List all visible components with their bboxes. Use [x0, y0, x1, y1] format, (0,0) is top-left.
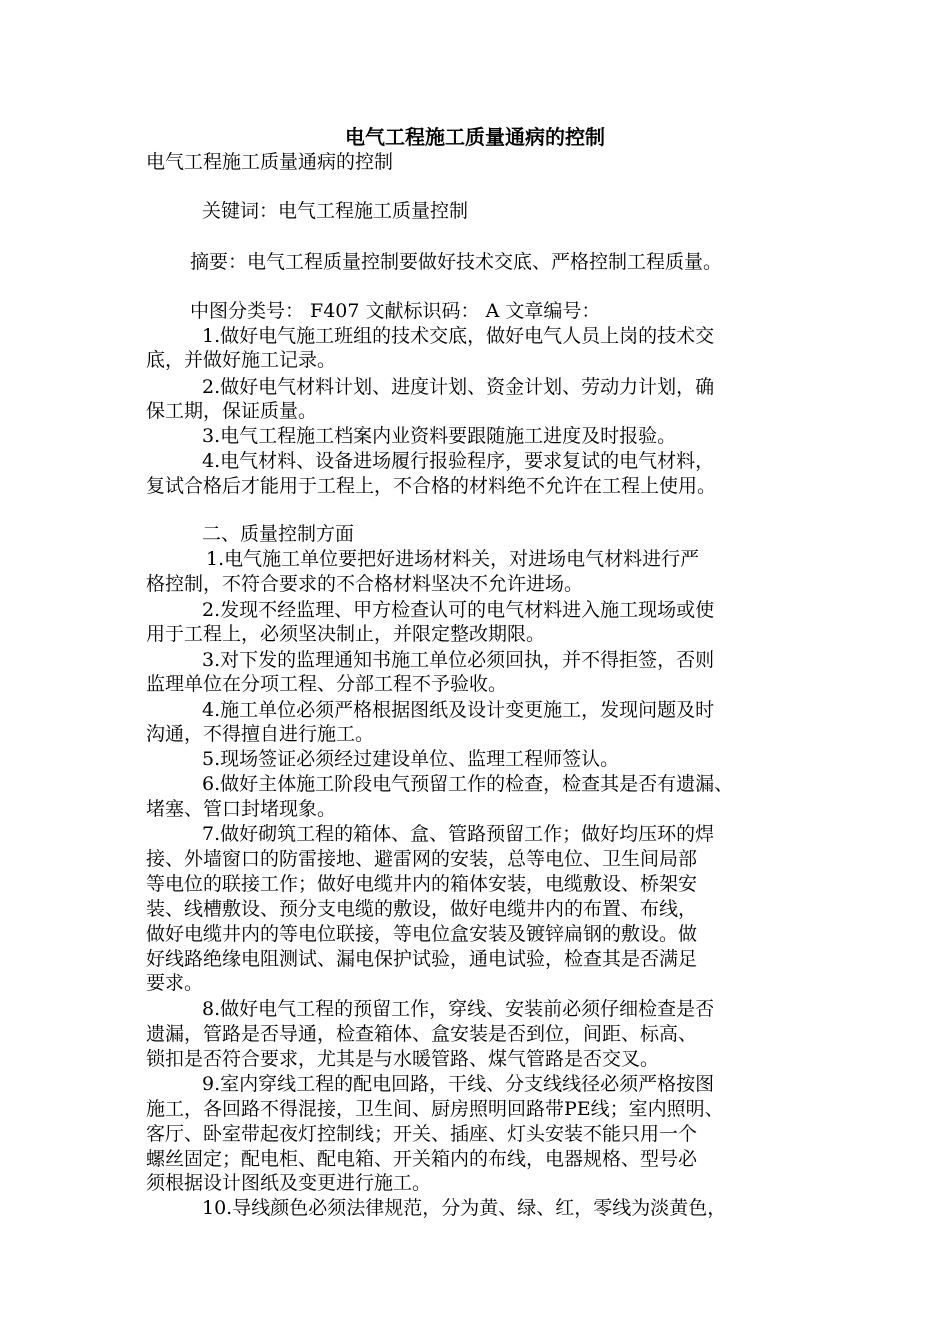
text-line: 沟通，不得擅自进行施工。 — [146, 723, 375, 745]
text-line: 客厅、卧室带起夜灯控制线；开关、插座、灯头安装不能只用一个 — [146, 1123, 698, 1145]
section-heading: 二、质量控制方面 — [202, 523, 355, 545]
text-line: 施工，各回路不得混接，卫生间、厨房照明回路带PE线；室内照明、 — [146, 1098, 724, 1120]
text-line: 螺丝固定；配电柜、配电箱、开关箱内的布线，电器规格、型号必 — [146, 1148, 698, 1170]
document-title: 电气工程施工质量通病的控制 — [345, 125, 605, 149]
text-line: 装、线槽敷设、预分支电缆的敷设，做好电缆井内的布置、布线， — [146, 898, 698, 920]
abstract-line: 摘要：电气工程质量控制要做好技术交底、严格控制工程质量。 — [190, 251, 723, 273]
classification-line: 中图分类号： F407 文献标识码： A 文章编号： — [190, 300, 601, 322]
text-line: 8.做好电气工程的预留工作，穿线、安装前必须仔细检查是否 — [202, 998, 715, 1020]
text-line: 1.电气施工单位要把好进场材料关，对进场电气材料进行严 — [206, 548, 700, 570]
text-line: 5.现场签证必须经过建设单位、监理工程师签认。 — [202, 748, 620, 770]
text-line: 4.电气材料、设备进场履行报验程序，要求复试的电气材料， — [202, 450, 715, 472]
text-line: 复试合格后才能用于工程上，不合格的材料绝不允许在工程上使用。 — [146, 475, 717, 497]
text-line: 9.室内穿线工程的配电回路，干线、分支线线径必须严格按图 — [202, 1073, 715, 1095]
text-line: 7.做好砌筑工程的箱体、盒、管路预留工作；做好均压环的焊 — [202, 823, 715, 845]
text-line: 用于工程上，必须坚决制止，并限定整改期限。 — [146, 623, 546, 645]
text-line: 2.发现不经监理、甲方检查认可的电气材料进入施工现场或使 — [202, 599, 715, 621]
keywords-line: 关键词：电气工程施工质量控制 — [202, 200, 469, 222]
text-line: 等电位的联接工作；做好电缆井内的箱体安装，电缆敷设、桥架安 — [146, 873, 698, 895]
text-line: 锁扣是否符合要求，尤其是与水暖管路、煤气管路是否交叉。 — [146, 1048, 660, 1070]
text-line: 2.做好电气材料计划、进度计划、资金计划、劳动力计划，确 — [202, 376, 715, 398]
text-line: 4.施工单位必须严格根据图纸及设计变更施工，发现问题及时 — [202, 699, 715, 721]
text-line: 须根据设计图纸及变更进行施工。 — [146, 1172, 432, 1194]
text-line: 要求。 — [146, 972, 204, 994]
text-line: 好线路绝缘电阻测试、漏电保护试验，通电试验，检查其是否满足 — [146, 948, 698, 970]
text-line: 格控制，不符合要求的不合格材料坚决不允许进场。 — [146, 573, 584, 595]
text-line: 遗漏，管路是否导通，检查箱体、盒安装是否到位，间距、标高、 — [146, 1023, 698, 1045]
text-line: 底，并做好施工记录。 — [146, 349, 337, 371]
text-line: 接、外墙窗口的防雷接地、避雷网的安装，总等电位、卫生间局部 — [146, 848, 698, 870]
text-line: 3.电气工程施工档案内业资料要跟随施工进度及时报验。 — [202, 425, 677, 447]
text-line: 堵塞、管口封堵现象。 — [146, 798, 337, 820]
text-line: 3.对下发的监理通知书施工单位必须回执，并不得拒签，否则 — [202, 649, 715, 671]
text-line: 保工期，保证质量。 — [146, 400, 318, 422]
text-line: 10.导线颜色必须法律规范，分为黄、绿、红，零线为淡黄色， — [202, 1197, 727, 1219]
subtitle-line: 电气工程施工质量通病的控制 — [146, 151, 394, 173]
text-line: 做好电缆井内的等电位联接，等电位盒安装及镀锌扁钢的敷设。做 — [146, 923, 698, 945]
text-line: 6.做好主体施工阶段电气预留工作的检查，检查其是否有遗漏、 — [202, 773, 734, 795]
text-line: 监理单位在分项工程、分部工程不予验收。 — [146, 673, 508, 695]
text-line: 1.做好电气施工班组的技术交底，做好电气人员上岗的技术交 — [202, 325, 715, 347]
